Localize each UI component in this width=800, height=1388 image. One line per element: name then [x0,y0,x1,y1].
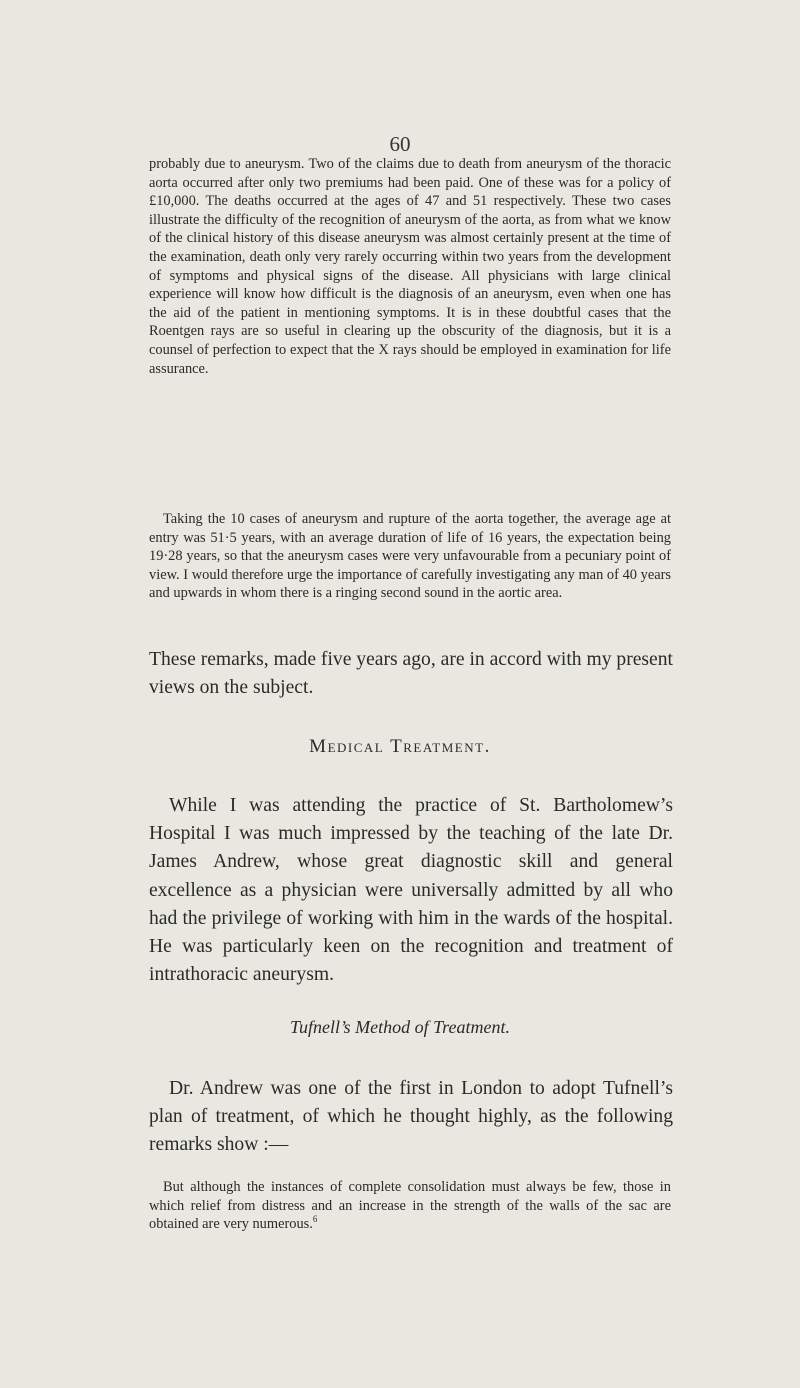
paragraph-tufnell-plan: Dr. Andrew was one of the first in London to adopt Tufnell’s plan of treatment, of which he thought highly, as the following remarks show :— [149,1078,673,1156]
quoted-remarks-text: But although the instances of complete consolidation must always be few, those in which relief from distress and an increase in the strength of the walls of the sac are obtained are very numerous. [149,1179,671,1233]
page-number: 60 [389,132,411,156]
paragraph-aneurysm-claims: probably due to aneurysm. Two of the claims due to death from aneurysm of the thoracic aorta occurred after only two premiums had been paid. One of these was for a policy of £10,000. The deaths occurred at the ages of 47 and 51 respectively. These two cases illustrate the difficulty of the recognition of aneurysm of the aorta, as from what we know of the clinical history of this disease aneurysm was almost certainly present at the time of the examination, death only very rarely occurring within two years from the development of symptoms and physical signs of the disease. All physicians with large clinical experience will know how difficult is the diagnosis of an aneurysm, even when one has the aid of the patient in mentioning symptoms. It is in these doubtful cases that the Roentgen rays are so useful in clearing up the obscurity of the diagnosis, but it is a counsel of perfection to expect that the X rays should be employed in examination for life assurance. [149,156,671,377]
subheading-tufnell-method: Tufnell’s Method of Treatment. [289,1017,510,1037]
paragraph-remarks: These remarks, made five years ago, are in accord with my present views on the subject. [149,649,673,699]
quoted-remarks [149,1178,671,1234]
footnote-reference: 6 [312,1214,318,1225]
paragraph-average-age: Taking the 10 cases of aneurysm and rupture of the aorta together, the average age at entry was 51·5 years, with an average duration of life of 16 years, the expectation being 19·28 years, so that the aneurysm cases were very unfavourable from a pecuniary point of view. I would therefore urge the importance of carefully investigating any man of 40 years and upwards in whom there is a ringing second sound in the aortic area. [149,511,671,602]
section-heading-medical-treatment: Medical Treatment. [309,736,491,757]
paragraph-dr-andrew: While I was attending the practice of St. Bartholomew’s Hospital I was much impressed by the teaching of the late Dr. James Andrew, whose great diagnostic skill and general excellence as a physician were universally admitted by all who had the privilege of working with him in the wards of the hospital. He was particularly keen on the recognition and treatment of intrathoracic aneurysm. [149,795,673,986]
